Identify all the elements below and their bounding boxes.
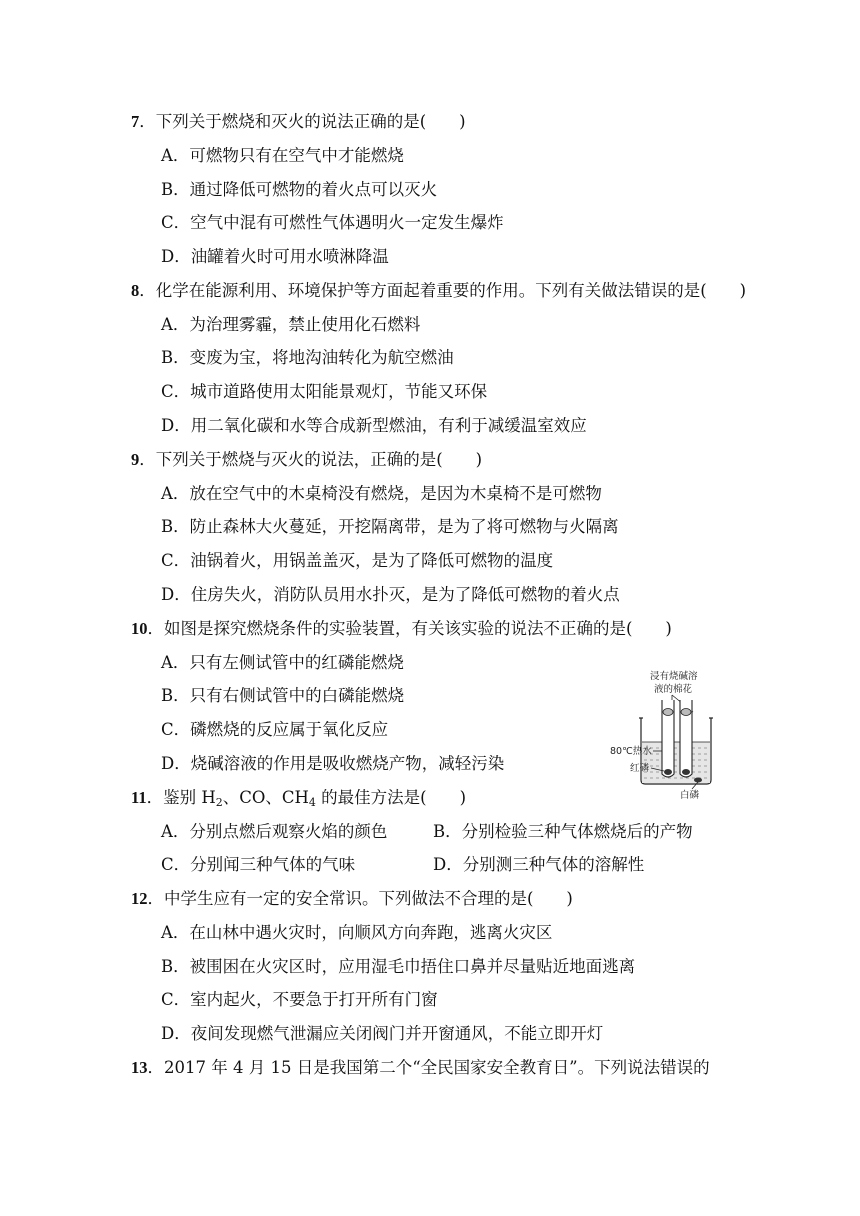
option-9d: D．住房失火，消防队员用水扑灭，是为了降低可燃物的着火点 (161, 585, 620, 604)
option-12a: A．在山林中遇火灾时，向顺风方向奔跑，逃离火灾区 (161, 923, 553, 942)
question-stem: ．化学在能源利用、环境保护等方面起着重要的作用。下列有关做法错误的是( ) (139, 281, 747, 300)
option-12c: C．室内起火，不要急于打开所有门窗 (161, 990, 438, 1009)
question-number: 13 (131, 1058, 148, 1077)
question-stem: ．下列关于燃烧和灭火的说法正确的是( ) (139, 112, 466, 131)
option-11d: D．分别测三种气体的溶解性 (433, 855, 645, 874)
figure-label-water: 80℃热水 (610, 746, 652, 757)
question-stem-part: 、CO、CH (222, 788, 309, 807)
question-number: 12 (131, 889, 148, 908)
question-number: 11 (131, 788, 147, 807)
option-11a: A．分别点燃后观察火焰的颜色 (161, 822, 388, 841)
option-11c: C．分别闻三种气体的气味 (161, 855, 356, 874)
question-stem: ．2017 年 4 月 15 日是我国第二个“全民国家安全教育日”。下列说法错误的 (147, 1058, 710, 1077)
option-12d: D．夜间发现燃气泄漏应关闭阀门并开窗通风，不能立即开灯 (161, 1024, 604, 1043)
option-8a: A．为治理雾霾，禁止使用化石燃料 (161, 315, 421, 334)
question-number: 10 (131, 619, 148, 638)
question-9 (131, 450, 482, 470)
option-8d: D．用二氧化碳和水等合成新型燃油，有利于减缓温室效应 (161, 416, 587, 435)
option-7d: D．油罐着火时可用水喷淋降温 (161, 247, 389, 266)
option-7c: C．空气中混有可燃性气体遇明火一定发生爆炸 (161, 213, 504, 232)
option-10b: B．只有右侧试管中的白磷能燃烧 (161, 686, 405, 705)
question-stem: ．下列关于燃烧与灭火的说法，正确的是( ) (139, 450, 483, 469)
option-8b: B．变废为宝，将地沟油转化为航空燃油 (161, 348, 454, 367)
question-10 (131, 619, 672, 639)
figure-label-white-phosphorus: 白磷 (680, 790, 700, 800)
option-7b: B．通过降低可燃物的着火点可以灭火 (161, 180, 438, 199)
question-number: 8 (131, 281, 140, 300)
question-number: 7 (131, 112, 140, 131)
option-9a: A．放在空气中的木桌椅没有燃烧，是因为木桌椅不是可燃物 (161, 484, 602, 503)
question-stem-part: ．鉴别 H (146, 788, 216, 807)
experiment-apparatus-figure (608, 668, 728, 800)
figure-label-cotton-2: 液的棉花 (654, 684, 693, 695)
question-11 (131, 788, 466, 808)
option-12b: B．被围困在火灾区时，应用湿毛巾捂住口鼻并尽量贴近地面逃离 (161, 957, 636, 976)
option-10d: D．烧碱溶液的作用是吸收燃烧产物，减轻污染 (161, 754, 505, 773)
question-stem-part: 的最佳方法是( ) (315, 788, 467, 807)
figure-label-cotton-1: 浸有烧碱溶 (650, 671, 698, 682)
subscript: 4 (308, 796, 316, 809)
option-10a: A．只有左侧试管中的红磷能燃烧 (161, 653, 404, 672)
option-10c: C．磷燃烧的反应属于氧化反应 (161, 720, 389, 739)
option-11b: B．分别检验三种气体燃烧后的产物 (433, 822, 693, 841)
option-8c: C．城市道路使用太阳能景观灯，节能又环保 (161, 382, 488, 401)
question-8 (131, 281, 746, 301)
question-12 (131, 889, 573, 909)
option-9b: B．防止森林大火蔓延，开挖隔离带，是为了将可燃物与火隔离 (161, 517, 619, 536)
question-stem: ．如图是探究燃烧条件的实验装置，有关该实验的说法不正确的是( ) (147, 619, 672, 638)
question-7 (131, 112, 466, 132)
subscript: 2 (215, 796, 223, 809)
option-9c: C．油锅着火，用锅盖盖灭，是为了降低可燃物的温度 (161, 551, 554, 570)
question-13 (131, 1058, 710, 1078)
question-number: 9 (131, 450, 140, 469)
figure-label-red-phosphorus: 红磷 (630, 763, 650, 774)
option-7a: A．可燃物只有在空气中才能燃烧 (161, 146, 404, 165)
question-stem: ．中学生应有一定的安全常识。下列做法不合理的是( ) (147, 889, 573, 908)
